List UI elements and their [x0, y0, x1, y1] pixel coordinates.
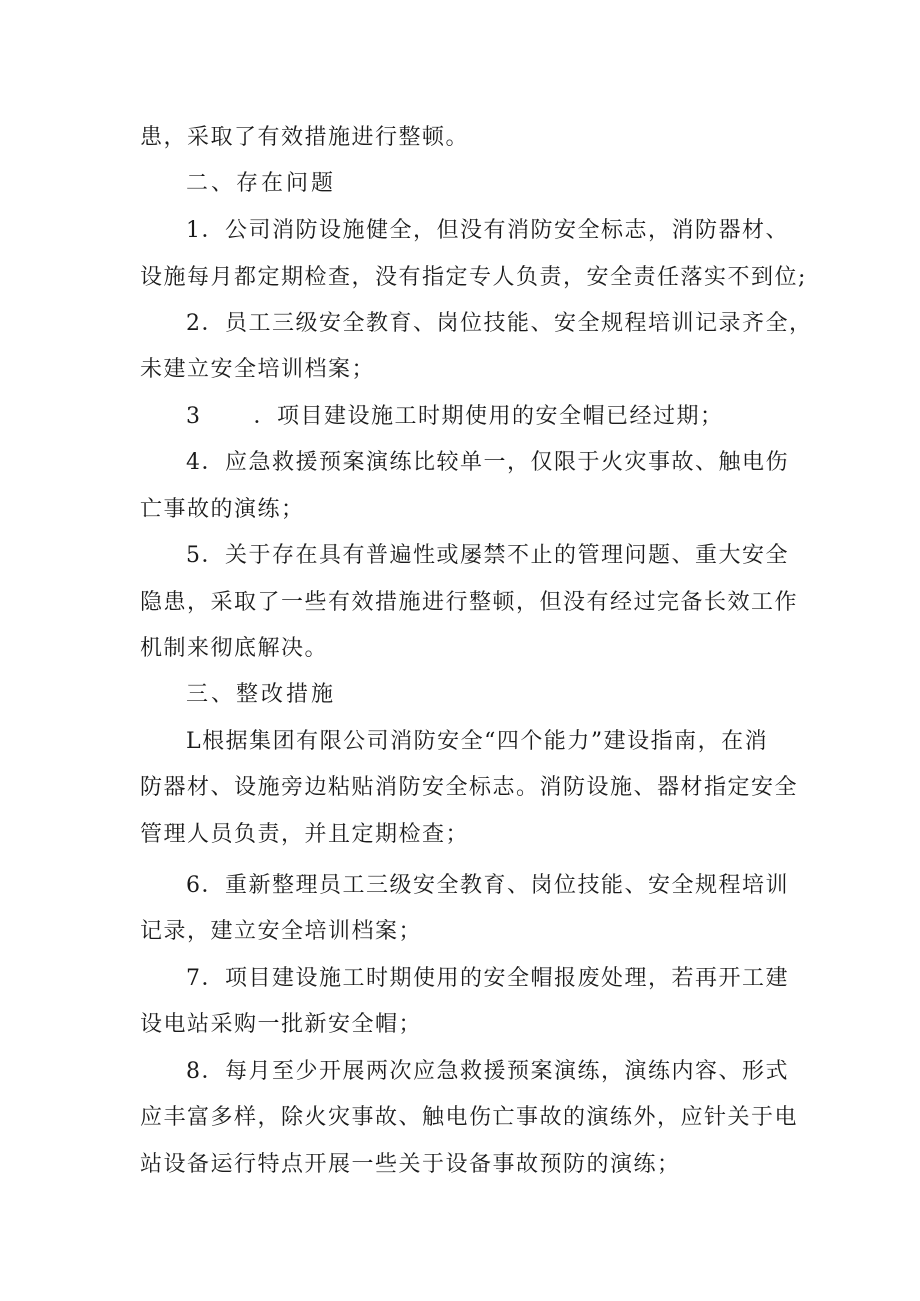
issue-5-line-3: 机制来彻底解决。 — [140, 636, 329, 661]
measure-7-line-1: 7．项目建设施工时期使用的安全帽报废处理，若再开工建 — [186, 966, 789, 991]
measure-8-line-2: 应丰富多样，除火灾事故、触电伤亡事故的演练外，应针关于电 — [140, 1105, 799, 1130]
measure-1-line-1: L根据集团有限公司消防安全“四个能力”建设指南，在消 — [186, 729, 769, 754]
measure-1-line-3: 管理人员负责，并且定期检查； — [140, 822, 470, 847]
issue-3-line — [186, 399, 836, 430]
issue-4-line-2: 亡事故的演练； — [140, 497, 305, 522]
measure-6-line-2: 记录，建立安全培训档案； — [140, 919, 423, 944]
issue-3-number: 3 — [186, 404, 202, 429]
issue-2-line-2: 未建立安全培训档案； — [140, 357, 376, 382]
issue-5-line-2: 隐患，采取了一些有效措施进行整顿，但没有经过完备长效工作 — [140, 590, 799, 615]
measure-6-line-1: 6．重新整理员工三级安全教育、岗位技能、安全规程培训 — [186, 873, 789, 898]
measure-1-line-2: 防器材、设施旁边粘贴消防安全标志。消防设施、器材指定安全 — [140, 775, 799, 800]
issue-3-text: ．项目建设施工时期使用的安全帽已经过期； — [253, 404, 724, 429]
issue-2-line-1: 2．员工三级安全教育、岗位技能、安全规程培训记录齐全， — [186, 311, 813, 336]
issue-4-line-1: 4．应急救援预案演练比较单一，仅限于火灾事故、触电伤 — [186, 450, 789, 475]
issue-1-line-2: 设施每月都定期检查，没有指定专人负责，安全责任落实不到位; — [140, 265, 807, 290]
section-heading-issues: 二、存在问题 — [186, 171, 337, 196]
measure-7-line-2: 设电站采购一批新安全帽； — [140, 1012, 423, 1037]
issue-1-line-1: 1．公司消防设施健全，但没有消防安全标志，消防器材、 — [186, 218, 789, 243]
section-heading-measures: 三、整改措施 — [186, 682, 337, 707]
measure-8-line-3: 站设备运行特点开展一些关于设备事故预防的演练； — [140, 1152, 681, 1177]
issue-5-line-1: 5．关于存在具有普遍性或屡禁不止的管理问题、重大安全 — [186, 543, 789, 568]
body-line: 患，采取了有效措施进行整顿。 — [140, 125, 470, 150]
measure-8-line-1: 8．每月至少开展两次应急救援预案演练，演练内容、形式 — [186, 1059, 789, 1084]
